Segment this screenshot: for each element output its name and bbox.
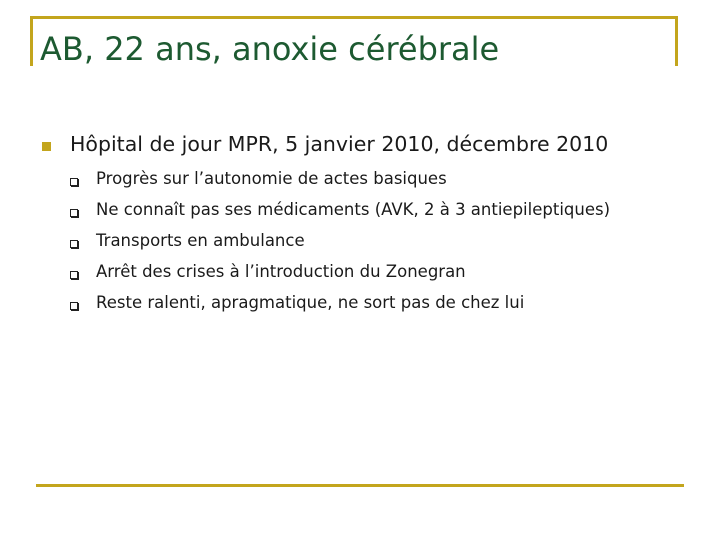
- hollow-square-bullet-icon: [70, 302, 78, 310]
- sub-bullet-item: [70, 293, 690, 324]
- hollow-square-bullet-icon: [70, 209, 78, 217]
- hollow-square-bullet-icon: [70, 271, 78, 279]
- sub-bullet-item: [70, 169, 690, 200]
- sub-bullet-text: Arrêt des crises à l’introduction du Zonegran: [96, 262, 466, 281]
- hollow-square-bullet-icon: [70, 240, 78, 248]
- frame-bottom-line: [36, 484, 684, 487]
- frame-top-line: [30, 16, 678, 19]
- sub-bullet-item: [70, 200, 690, 231]
- hollow-square-bullet-icon: [70, 178, 78, 186]
- slide-title: AB, 22 ans, anoxie cérébrale: [40, 30, 500, 68]
- main-bullet-text: Hôpital de jour MPR, 5 janvier 2010, décembre 2010: [70, 132, 609, 156]
- filled-square-bullet-icon: [42, 142, 51, 151]
- frame-left-line: [30, 16, 33, 66]
- sub-bullet-text: Progrès sur l’autonomie de actes basiques: [96, 169, 447, 188]
- sub-bullet-item: [70, 262, 690, 293]
- sub-bullet-list: [70, 169, 690, 324]
- sub-bullet-text: Ne connaît pas ses médicaments (AVK, 2 à 3 antiepileptiques): [96, 200, 611, 219]
- sub-bullet-text: Reste ralenti, apragmatique, ne sort pas de chez lui: [96, 293, 525, 312]
- frame-right-line: [675, 16, 678, 66]
- sub-bullet-text: Transports en ambulance: [96, 231, 305, 250]
- sub-bullet-item: [70, 231, 690, 262]
